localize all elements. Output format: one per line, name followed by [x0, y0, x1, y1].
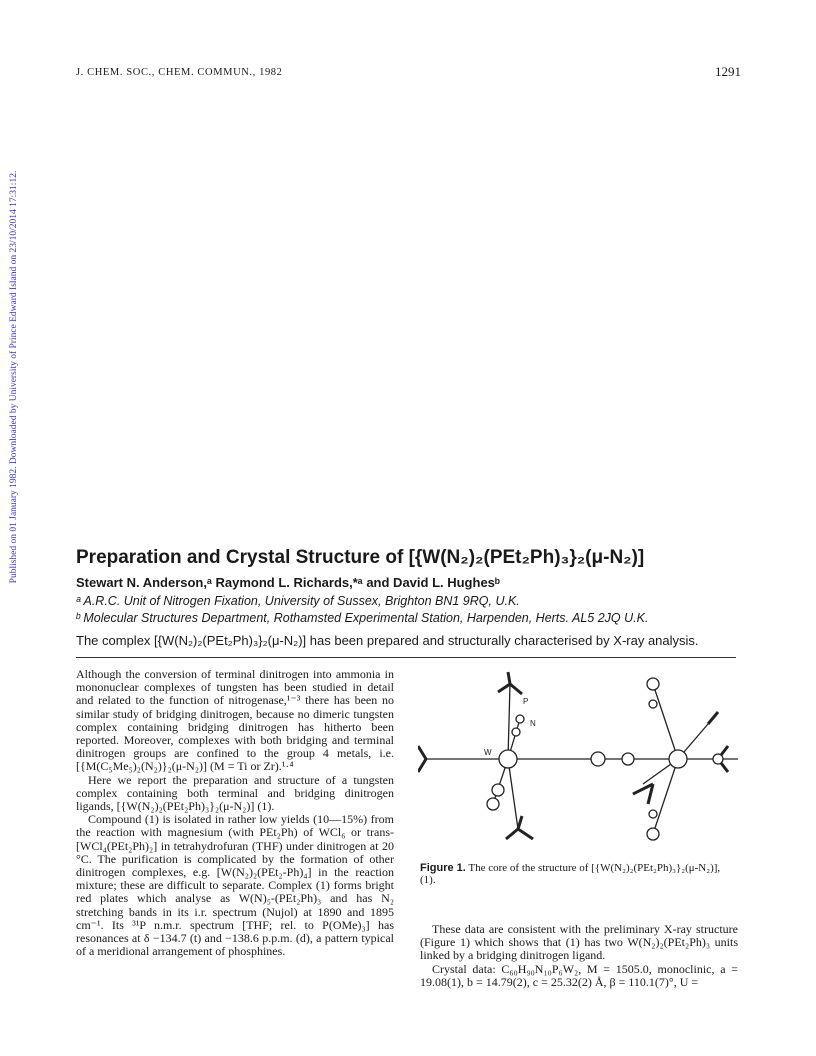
download-watermark[interactable]: Published on 01 January 1982. Downloaded by University of Prince Edward Island on 23/10/2014 17:31:12. [9, 170, 19, 584]
page-number: 1291 [715, 64, 741, 79]
body-column-left [76, 668, 394, 958]
journal-header: J. CHEM. SOC., CHEM. COMMUN., 1982 [76, 67, 283, 78]
affiliation-b: ᵇ Molecular Structures Department, Rothamsted Experimental Station, Harpenden, Herts. AL5 2JQ U.K. [76, 611, 649, 625]
figure-caption-text: The core of the structure of [{W(N₂)₂(PEt₂Ph)₃}₂(μ-N₂)], (1). [420, 862, 721, 886]
abstract: The complex [{W(N₂)₂(PEt₂Ph)₃}₂(μ-N₂)] has been prepared and structurally characterised by X-ray analysis. [76, 633, 699, 648]
tungsten-atom-right [669, 750, 687, 768]
body-paragraph: These data are consistent with the preliminary X-ray structure (Figure 1) which shows that (1) has two W(N₂)₂(PEt₂Ph)₃ units linked by a bridging dinitrogen ligand. [420, 922, 738, 963]
label-p: P [523, 697, 529, 706]
author-list: Stewart N. Anderson,ᵃ Raymond L. Richards,*ᵃ and David L. Hughesᵇ [76, 575, 500, 590]
label-n: N [530, 719, 536, 728]
structure-figure [418, 664, 738, 874]
body-paragraph: Compound (1) is isolated in rather low yields (10—15%) from the reaction with magnesium (with PEt₂Ph) of WCl₆ or trans-[WCl₄(PEt₂Ph)₂] in tetrahydrofuran (THF) under dinitrogen at 20 °C. The purification is complicated by the formation of other dinitrogen complexes, e.g. [W(N₂)₂(PEt₂-Ph)₄] in the reaction mixture; these are difficult to separate. Complex (1) forms bright red plates which analyse as W(N)₅-(PEt₂Ph)₃ and has N₂ stretching bands in its i.r. spectrum (Nujol) at 1890 and 1895 cm⁻¹. Its ³¹P n.m.r. spectrum [THF; rel. to P(OMe)₃] has resonances at δ −134.7 (t) and −138.6 p.p.m. (d), a pattern typical of a meridional arrangement of phosphines. [76, 812, 394, 959]
section-divider [76, 657, 736, 658]
figure-caption-label: Figure 1. [420, 862, 466, 874]
body-paragraph: Although the conversion of terminal dinitrogen into ammonia in mononuclear complexes of tungsten has been studied in detail and related to the function of nitrogenase,¹⁻³ there has been no similar study of bridging dinitrogen, because no dimeric tungsten complex containing bridging dinitrogen has hitherto been reported. Moreover, complexes with both bridging and terminal dinitrogen groups are confined to the group 4 metals, i.e. [{M(C₅Me₅)₂(N₂)}₂(μ-N₂)] (M = Ti or Zr).¹·⁴ [76, 667, 394, 774]
figure-caption [420, 862, 738, 886]
affiliation-a: ᵃ A.R.C. Unit of Nitrogen Fixation, University of Sussex, Brighton BN1 9RQ, U.K. [76, 594, 520, 608]
body-column-right [420, 923, 738, 989]
label-w: W [484, 748, 492, 757]
article-title: Preparation and Crystal Structure of [{W(N₂)₂(PEt₂Ph)₃}₂(μ-N₂)] [76, 547, 645, 568]
body-paragraph: Here we report the preparation and structure of a tungsten complex containing both terminal and bridging dinitrogen ligands, [{W(N₂)₂(PEt₂Ph)₃}₂(μ-N₂)] (1). [76, 772, 394, 814]
tungsten-atom-left [499, 750, 517, 768]
crystal-data: Crystal data: C₆₀H₉₀N₁₀P₆W₂, M = 1505.0, monoclinic, a = 19.08(1), b = 14.79(2), c = 25.32(2) Å, β = 110.1(7)°, U = [420, 961, 738, 989]
